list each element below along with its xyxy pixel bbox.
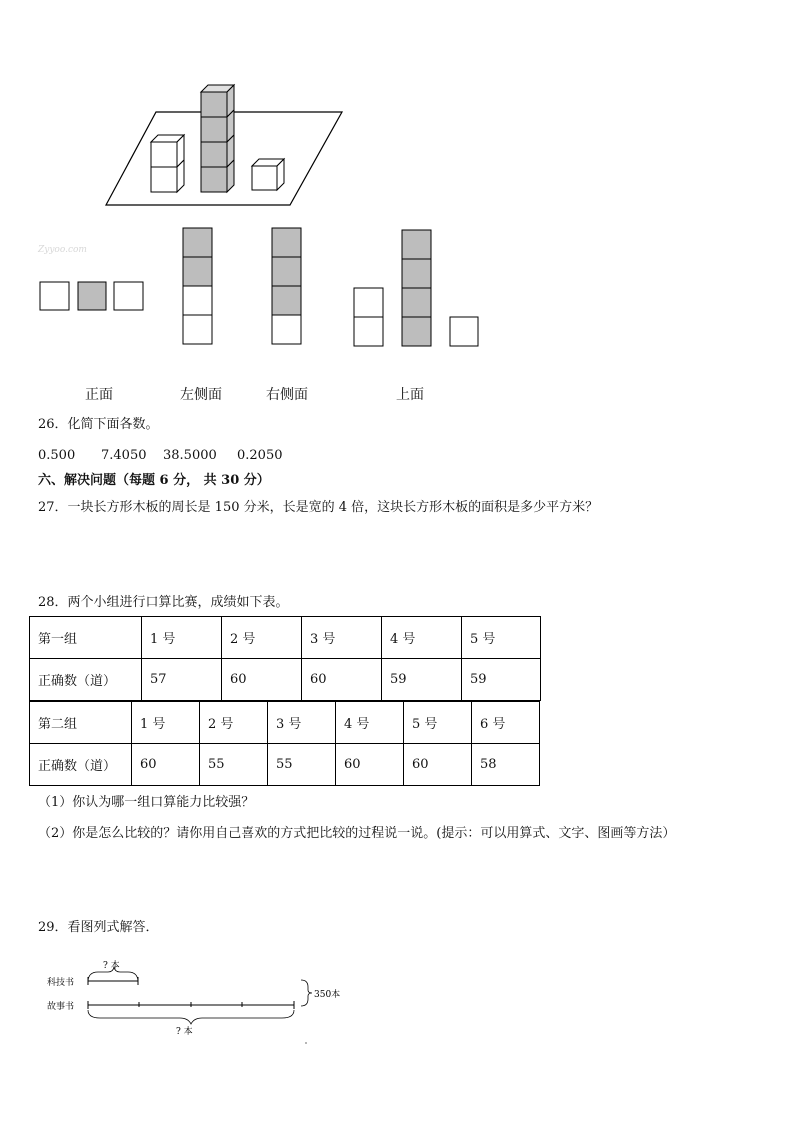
table-cell: 60: [404, 744, 472, 786]
table-cell: 60: [132, 744, 200, 786]
table-cell: 60: [302, 659, 382, 701]
table-cell: 59: [462, 659, 541, 701]
section6-heading: 六、解决问题（每题 6 分， 共 30 分）: [38, 473, 270, 488]
q28-title: 28．两个小组进行口算比赛，成绩如下表。: [38, 595, 289, 610]
q26-number: 7.4050: [101, 448, 147, 463]
bar-model-diagram: [40, 950, 360, 1050]
table-cell: 57: [142, 659, 222, 701]
table-cell: 4 号: [382, 617, 462, 659]
table-cell: 59: [382, 659, 462, 701]
table-cell: 正确数（道）: [30, 744, 132, 786]
table-row: [30, 659, 541, 701]
q28-sub2: （2）你是怎么比较的？请你用自己喜欢的方式把比较的过程说一说。(提示：可以用算式、文字、图画等方法）: [38, 826, 676, 841]
question-top: ? 本: [103, 961, 120, 971]
q26-number: 38.5000: [163, 448, 217, 463]
table-cell: 1 号: [132, 702, 200, 744]
cube-stack-middle: [201, 85, 234, 192]
table-row: [30, 702, 540, 744]
table-cell: 6 号: [472, 702, 540, 744]
q26-number: 0.2050: [237, 448, 283, 463]
watermark: Zyyoo.com: [38, 245, 87, 255]
label-front: 正面: [85, 387, 113, 403]
label-science-books: 科技书: [47, 978, 75, 988]
table-cell: 正确数（道）: [30, 659, 142, 701]
table-cell: 第一组: [30, 617, 142, 659]
q27-text: 27．一块长方形木板的周长是 150 分米，长是宽的 4 倍，这块长方形木板的面积是多少平方米？: [38, 500, 599, 515]
front-view: [40, 282, 143, 310]
q29-title: 29．看图列式解答．: [38, 920, 159, 935]
group1-table: [29, 616, 541, 701]
left-side-view: [183, 228, 212, 344]
table-cell: 5 号: [404, 702, 472, 744]
table-cell: 1 号: [142, 617, 222, 659]
table-cell: 58: [472, 744, 540, 786]
table-row: [30, 617, 541, 659]
label-story-books: 故事书: [47, 1002, 75, 1012]
total-label: 350本: [314, 990, 341, 1000]
question-bottom: ? 本: [176, 1027, 193, 1037]
table-cell: 第二组: [30, 702, 132, 744]
label-top: 上面: [396, 387, 424, 403]
table-cell: 55: [268, 744, 336, 786]
top-view: [354, 230, 478, 346]
table-cell: 60: [336, 744, 404, 786]
table-cell: 5 号: [462, 617, 541, 659]
cube-stack-left: [151, 135, 184, 192]
label-right-side: 右侧面: [266, 387, 308, 403]
table-cell: 2 号: [200, 702, 268, 744]
table-cell: 4 号: [336, 702, 404, 744]
q26-title: 26．化简下面各数。: [38, 417, 159, 432]
table-cell: 55: [200, 744, 268, 786]
group2-table: [29, 701, 540, 786]
table-cell: 3 号: [302, 617, 382, 659]
table-cell: 2 号: [222, 617, 302, 659]
q26-number: 0.500: [38, 448, 76, 463]
q28-sub1: （1）你认为哪一组口算能力比较强？: [38, 795, 255, 810]
cube-arrangement-figure: [100, 80, 350, 210]
cube-single-right: [252, 159, 284, 190]
right-side-view: [272, 228, 301, 344]
views-figure: [30, 222, 490, 350]
table-row: [30, 744, 540, 786]
table-cell: 3 号: [268, 702, 336, 744]
label-left-side: 左侧面: [180, 387, 222, 403]
table-cell: 60: [222, 659, 302, 701]
